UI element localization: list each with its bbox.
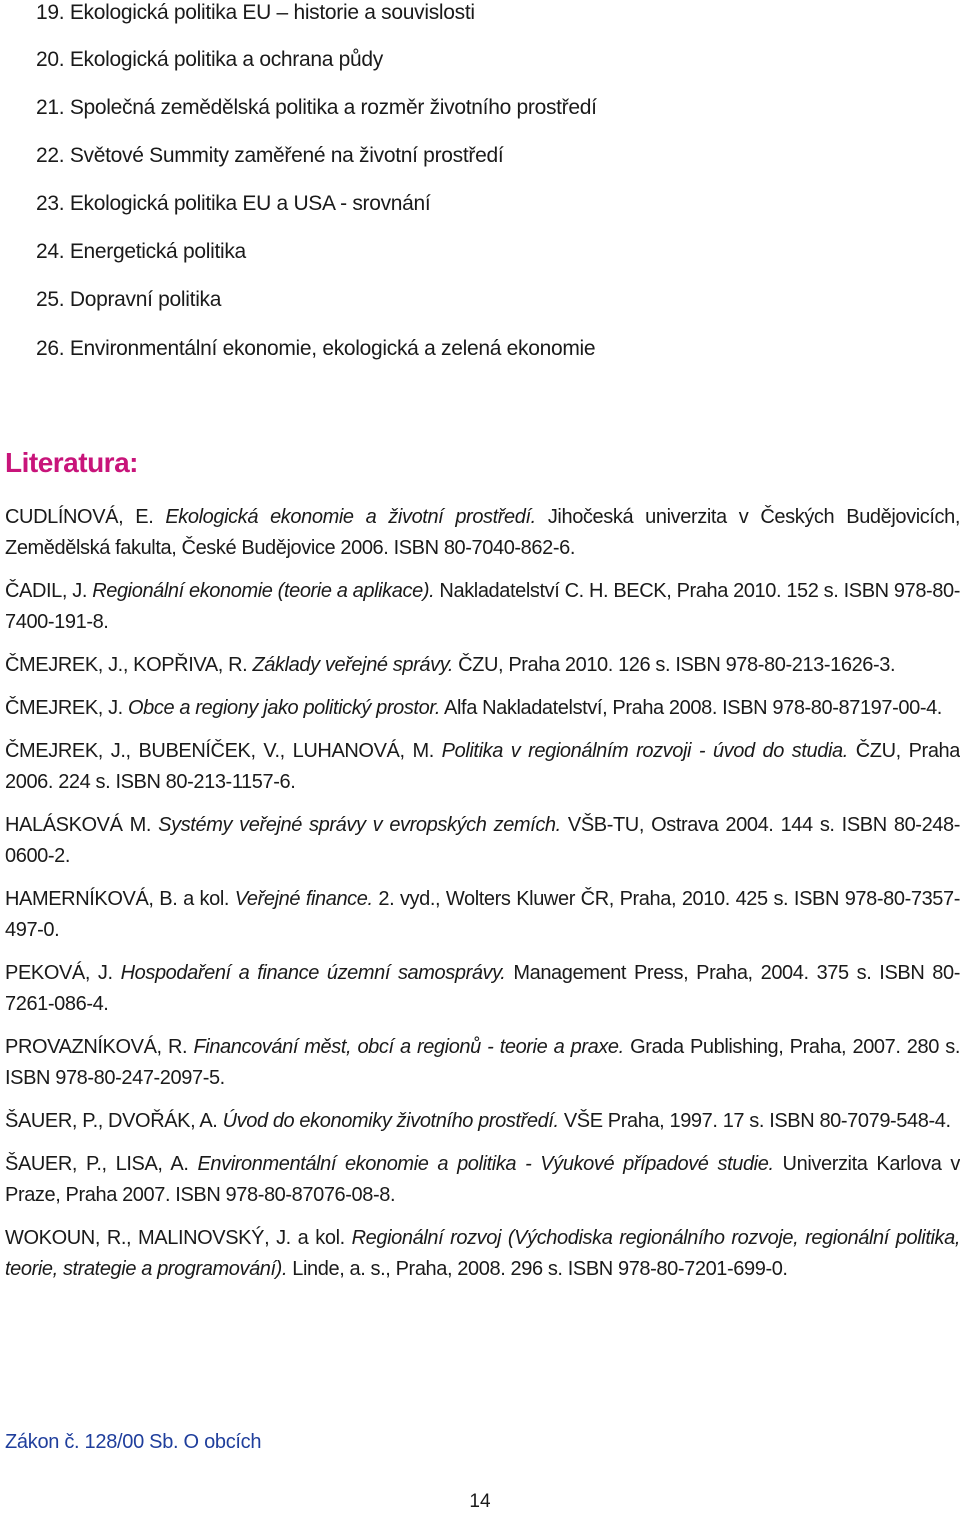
reference-publisher: VŠE Praha, 1997. 17 s. ISBN 80-7079-548-4. [558, 1110, 951, 1132]
reference-entry [5, 958, 960, 1020]
topic-item: 26. Environmentální ekonomie, ekologická a zelená ekonomie [36, 337, 596, 360]
topic-item: 25. Dopravní politika [36, 288, 222, 311]
reference-authors: WOKOUN, R., MALINOVSKÝ, J. a kol. [5, 1227, 352, 1249]
reference-authors: PEKOVÁ, J. [5, 962, 121, 984]
reference-title: Regionální ekonomie (teorie a aplikace). [92, 580, 435, 602]
reference-authors: ČADIL, J. [5, 580, 93, 602]
reference-authors: CUDLÍNOVÁ, E. [5, 506, 166, 528]
topic-item: 23. Ekologická politika EU a USA - srovnání [36, 192, 431, 215]
reference-authors: ŠAUER, P., DVOŘÁK, A. [5, 1110, 223, 1132]
reference-authors: ČMEJREK, J., KOPŘIVA, R. [5, 654, 253, 676]
reference-publisher: ČZU, Praha 2006. 224 s. ISBN 80-213-1157-6. [5, 740, 960, 793]
reference-list [5, 502, 960, 1297]
reference-entry [5, 576, 960, 638]
reference-title: Základy veřejné správy. [252, 654, 453, 676]
reference-title: Hospodaření a finance územní samosprávy. [120, 962, 506, 984]
literature-heading: Literatura: [5, 447, 138, 478]
topic-item: 19. Ekologická politika EU – historie a souvislosti [36, 1, 475, 24]
reference-authors: PROVAZNÍKOVÁ, R. [5, 1036, 194, 1058]
reference-entry [5, 693, 960, 724]
reference-title: Environmentální ekonomie a politika - Výukové případové studie. [197, 1153, 774, 1175]
topic-item: 20. Ekologická politika a ochrana půdy [36, 48, 383, 71]
reference-publisher: 2. vyd., Wolters Kluwer ČR, Praha, 2010. 425 s. ISBN 978-80-7357-497-0. [5, 888, 960, 941]
reference-entry [5, 1032, 960, 1094]
page-number: 14 [469, 1491, 491, 1512]
reference-entry [5, 1106, 960, 1137]
reference-title: Veřejné finance. [234, 888, 373, 910]
reference-authors: HAMERNÍKOVÁ, B. a kol. [5, 888, 235, 910]
reference-title: Systémy veřejné správy v evropských zemích. [158, 814, 561, 836]
reference-publisher: Univerzita Karlova v Praze, Praha 2007. ISBN 978-80-87076-08-8. [5, 1153, 960, 1206]
topic-item: 21. Společná zemědělská politika a rozměr životního prostředí [36, 96, 597, 119]
reference-publisher: Alfa Nakladatelství, Praha 2008. ISBN 978-80-87197-00-4. [440, 697, 942, 719]
reference-entry [5, 1223, 960, 1285]
reference-authors: ČMEJREK, J., BUBENÍČEK, V., LUHANOVÁ, M. [5, 740, 442, 762]
reference-entry [5, 736, 960, 798]
law-reference-link[interactable]: Zákon č. 128/00 Sb. O obcích [5, 1431, 262, 1453]
reference-entry [5, 884, 960, 946]
reference-authors: HALÁSKOVÁ M. [5, 814, 159, 836]
reference-publisher: Linde, a. s., Praha, 2008. 296 s. ISBN 978-80-7201-699-0. [287, 1258, 788, 1280]
reference-publisher: Management Press, Praha, 2004. 375 s. ISBN 80-7261-086-4. [5, 962, 960, 1015]
reference-publisher: Nakladatelství C. H. BECK, Praha 2010. 152 s. ISBN 978-80-7400-191-8. [5, 580, 960, 633]
reference-publisher: Grada Publishing, Praha, 2007. 280 s. ISBN 978-80-247-2097-5. [5, 1036, 960, 1089]
reference-entry [5, 810, 960, 872]
topic-item: 22. Světové Summity zaměřené na životní prostředí [36, 144, 504, 167]
reference-authors: ŠAUER, P., LISA, A. [5, 1153, 198, 1175]
reference-title: Financování měst, obcí a regionů - teorie a praxe. [193, 1036, 624, 1058]
reference-publisher: Jihočeská univerzita v Českých Budějovicích, Zemědělská fakulta, České Budějovice 2006. ISBN 80-7040-862-6. [5, 506, 960, 559]
reference-title: Ekologická ekonomie a životní prostředí. [165, 506, 536, 528]
reference-title: Politika v regionálním rozvoji - úvod do studia. [441, 740, 848, 762]
reference-entry [5, 650, 960, 681]
topic-item: 24. Energetická politika [36, 240, 246, 263]
reference-title: Obce a regiony jako politický prostor. [128, 697, 440, 719]
reference-entry [5, 1149, 960, 1211]
reference-title: Úvod do ekonomiky životního prostředí. [222, 1110, 559, 1132]
reference-entry [5, 502, 960, 564]
reference-authors: ČMEJREK, J. [5, 697, 128, 719]
reference-title: Regionální rozvoj (Východiska regionálního rozvoje, regionální politika, teorie, strategie a programování). [5, 1227, 960, 1280]
reference-publisher: VŠB-TU, Ostrava 2004. 144 s. ISBN 80-248-0600-2. [5, 814, 960, 867]
reference-publisher: ČZU, Praha 2010. 126 s. ISBN 978-80-213-1626-3. [452, 654, 896, 676]
